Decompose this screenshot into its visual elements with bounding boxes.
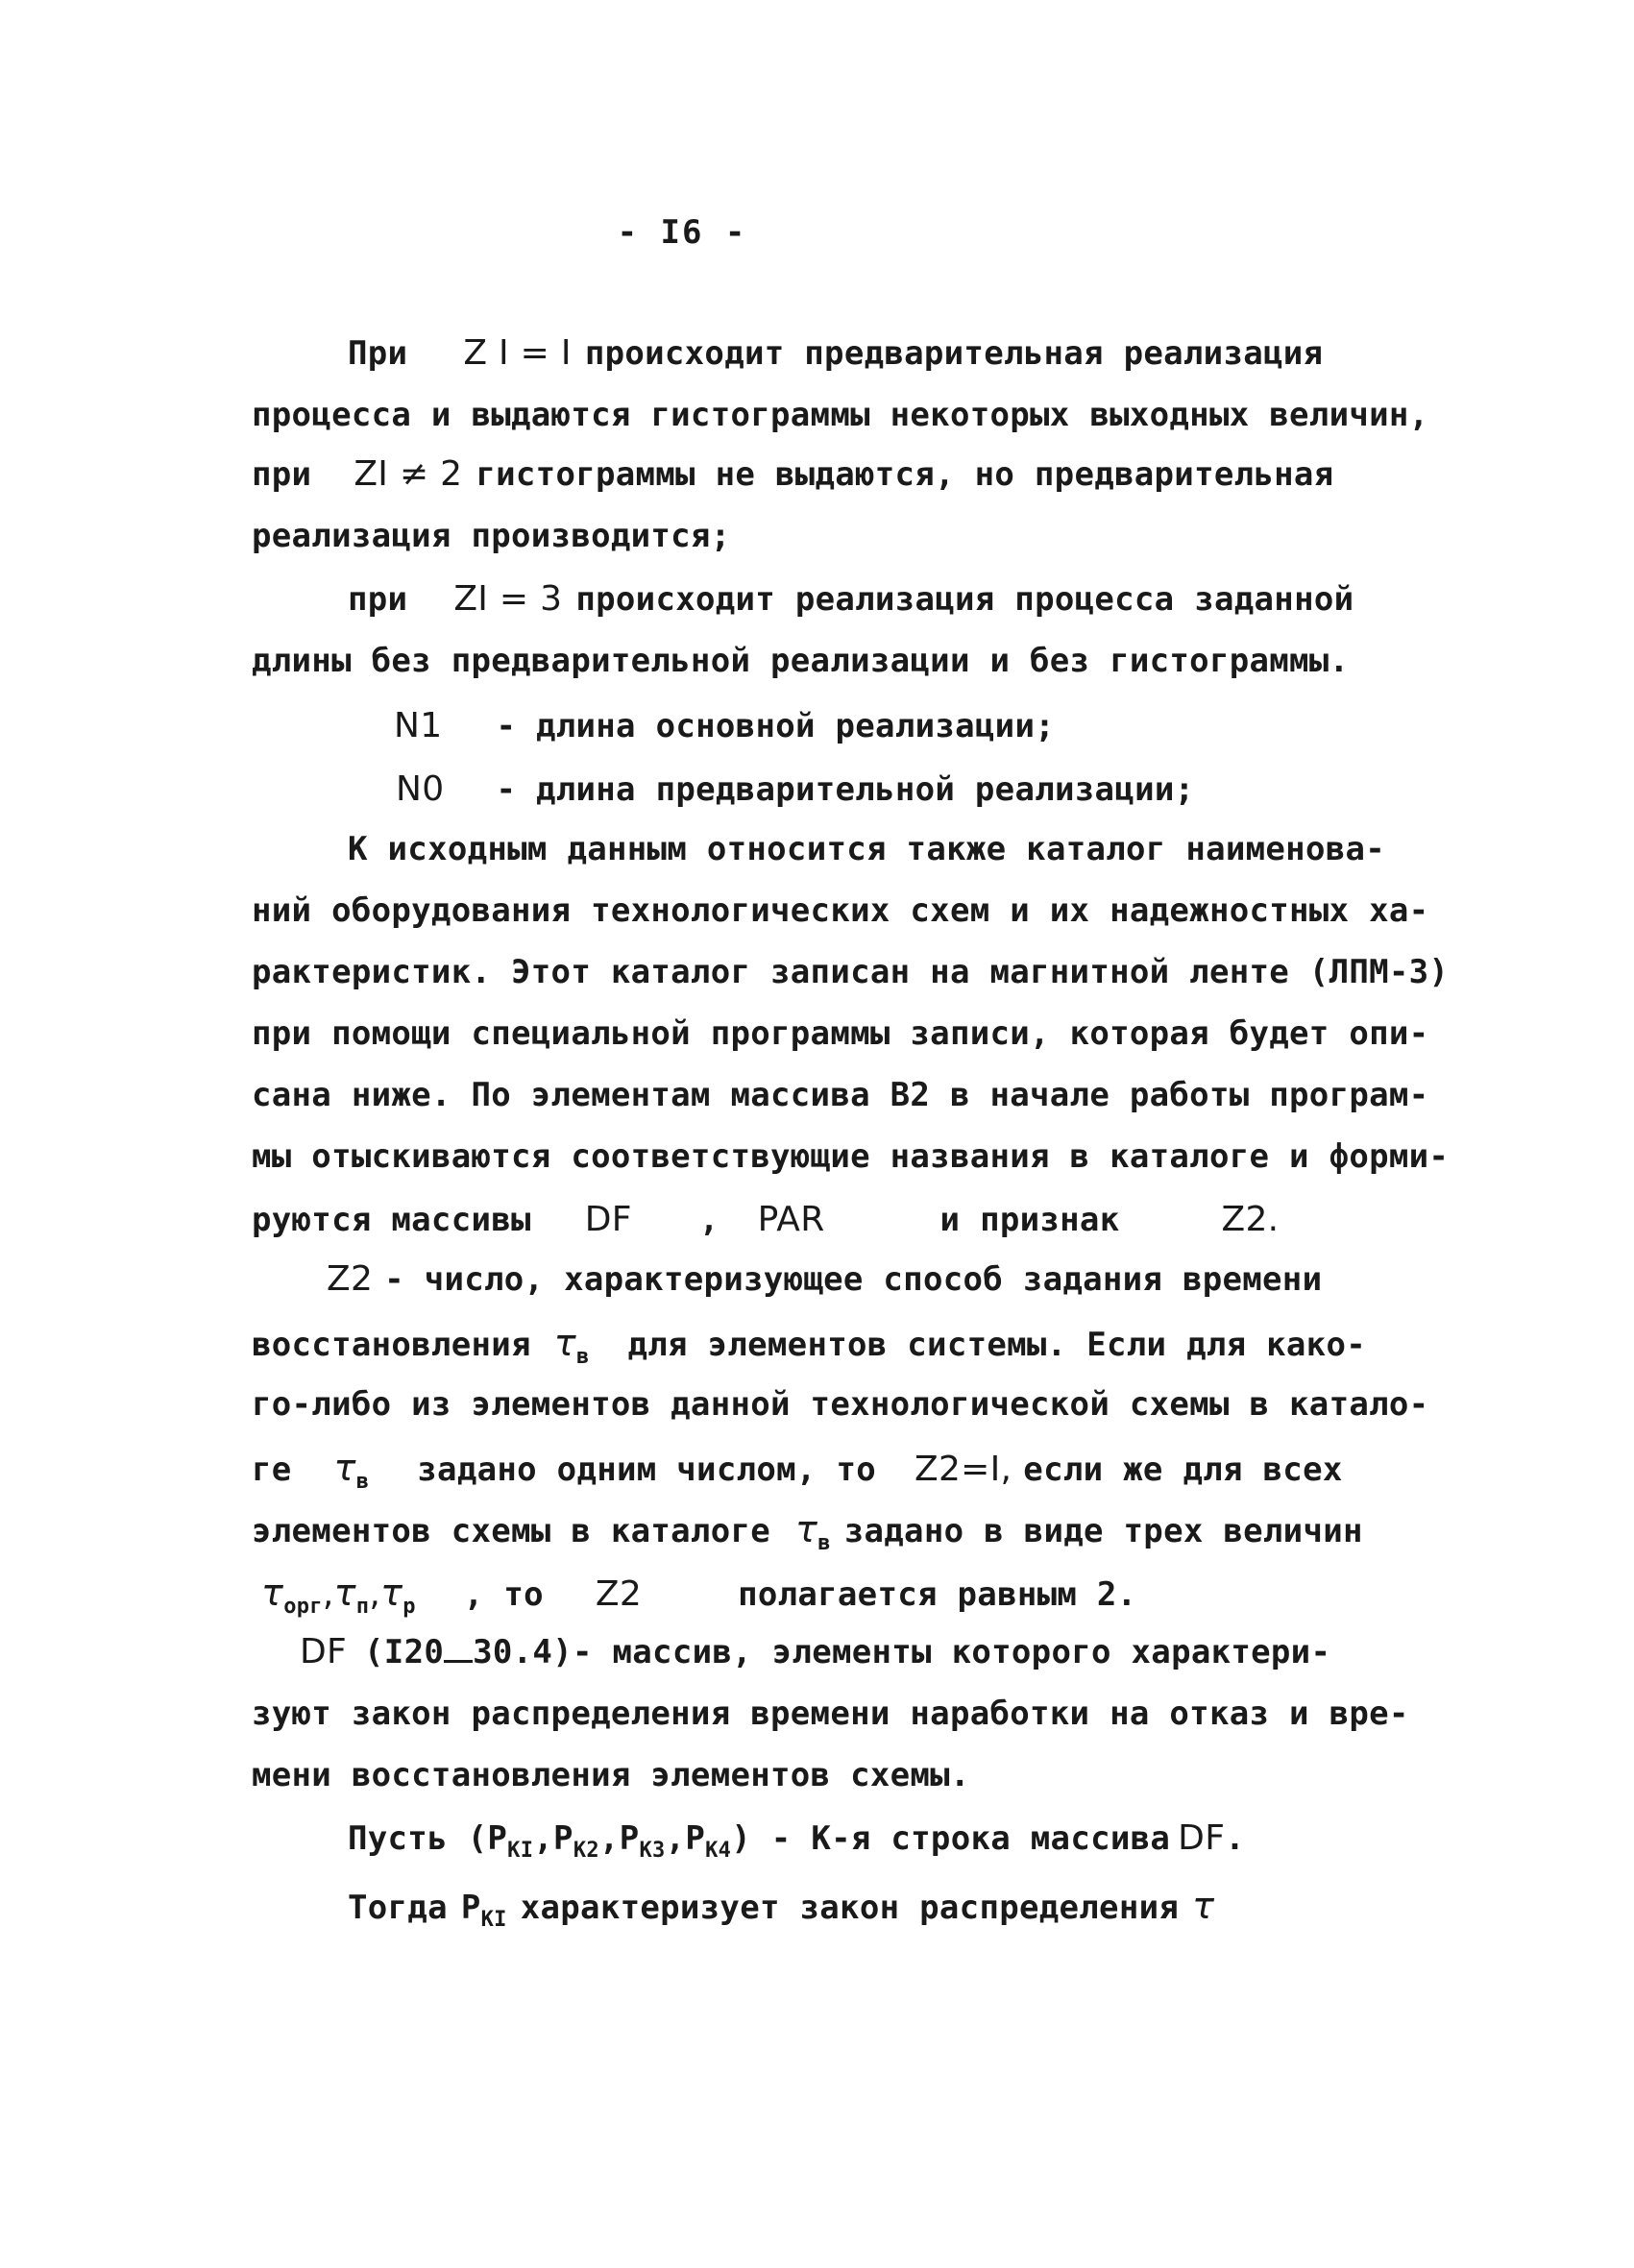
text-fragment: восстановления — [252, 1326, 531, 1364]
text-line-3 — [252, 455, 1333, 494]
text-fragment: ге — [252, 1451, 292, 1489]
text-line-24: мени восстановления элементов схемы. — [252, 1756, 970, 1794]
text-fragment: Пусть ( — [348, 1819, 488, 1858]
text-line-16 — [327, 1260, 1322, 1299]
text-fragment: - длина предварительной реализации; — [496, 770, 1195, 809]
text-line-20 — [252, 1508, 1363, 1555]
tau-symbol: τ — [1192, 1885, 1215, 1927]
subscript: п — [355, 1595, 370, 1619]
text-fragment: характеризует закон распределения — [520, 1889, 1180, 1927]
text-fragment: элементов схемы в каталоге — [252, 1512, 771, 1550]
text-fragment: При — [348, 334, 408, 373]
subscript: в — [575, 1345, 590, 1369]
text-fragment: полагается равным 2. — [738, 1575, 1137, 1614]
tau-symbol: τ — [333, 1447, 356, 1489]
text-fragment: происходит реализация процесса заданной — [575, 580, 1354, 619]
handwritten-variable: DF — [584, 1200, 632, 1239]
text-fragment: , — [665, 1819, 686, 1858]
text-line-18: го-либо из элементов данной технологической схемы в катало- — [252, 1385, 1429, 1424]
subscript: орг — [283, 1595, 323, 1619]
text-fragment: , — [533, 1819, 554, 1858]
text-fragment: ) - К-я строка массива — [731, 1819, 1171, 1858]
text-fragment: при — [252, 455, 312, 494]
tau-symbol: τ — [553, 1322, 576, 1364]
text-line-9: К исходным данным относится также каталог наименова- — [348, 830, 1386, 868]
text-fragment: гистограммы не выдаются, но предварительная — [476, 455, 1334, 494]
subscript: KI — [480, 1908, 507, 1932]
text-line-21 — [261, 1572, 1137, 1619]
tau-symbol: τ — [333, 1572, 356, 1614]
text-line-7 — [394, 707, 1055, 745]
subscript: K2 — [573, 1839, 599, 1863]
text-fragment: при — [348, 580, 408, 619]
handwritten-variable: DF — [1178, 1818, 1226, 1858]
text-fragment: , — [369, 1574, 381, 1614]
text-fragment: руются массивы — [252, 1201, 531, 1239]
text-line-17 — [252, 1322, 1366, 1369]
page-number: - I6 - — [617, 213, 747, 252]
text-fragment: , — [322, 1574, 334, 1614]
handwritten-variable: DF — [300, 1632, 348, 1671]
underscore-gap — [444, 1654, 473, 1663]
text-line-2: процесса и выдаются гистограммы некоторых выходных величин, — [252, 396, 1429, 434]
handwritten-variable: PAR — [757, 1200, 825, 1239]
handwritten-variable: Z2=I, — [915, 1450, 1012, 1489]
text-fragment: , — [698, 1201, 719, 1239]
text-line-23: зуют закон распределения времени наработки на отказ и вре- — [252, 1695, 1409, 1733]
subscript: KI — [507, 1839, 534, 1863]
text-line-1 — [348, 334, 1323, 373]
handwritten-variable: Z2 — [327, 1259, 374, 1299]
text-fragment: для элементов системы. Если для како- — [627, 1326, 1366, 1364]
subscript: р — [402, 1595, 416, 1619]
tau-symbol: τ — [380, 1572, 403, 1614]
text-fragment: , то — [463, 1575, 544, 1614]
text-fragment: , — [598, 1819, 620, 1858]
handwritten-variable: Z2 — [595, 1574, 643, 1614]
subscript: в — [817, 1531, 831, 1555]
text-fragment: если же для всех — [1023, 1451, 1343, 1489]
tau-symbol: τ — [795, 1508, 818, 1550]
text-fragment: происходит предварительная реализация — [584, 334, 1324, 373]
text-line-25 — [348, 1818, 1245, 1863]
text-line-5 — [348, 580, 1354, 619]
text-line-11: рактеристик. Этот каталог записан на магнитной ленте (ЛПМ-3) — [252, 953, 1450, 991]
text-line-14: мы отыскиваются соответствующие названия в каталоге и форми- — [252, 1137, 1450, 1176]
handwritten-variable: ZI ≠ 2 — [354, 454, 463, 494]
text-line-13: сана ниже. По элементам массива В2 в начале работы програм- — [252, 1076, 1429, 1114]
subscript: K4 — [705, 1839, 732, 1863]
text-fragment: - число, характеризующее способ задания времени — [384, 1260, 1323, 1299]
text-line-12: при помощи специальной программы записи, которая будет опи- — [252, 1014, 1429, 1053]
text-fragment: P — [460, 1889, 481, 1927]
text-fragment: P — [487, 1819, 508, 1858]
text-fragment: P — [619, 1819, 640, 1858]
text-fragment: . — [1225, 1819, 1245, 1858]
text-line-6: длины без предварительной реализации и без гистограммы. — [252, 642, 1350, 680]
handwritten-variable: N0 — [396, 769, 445, 809]
text-fragment: P — [685, 1819, 706, 1858]
text-fragment: задано в виде трех величин — [843, 1512, 1363, 1550]
text-fragment: Тогда — [348, 1889, 448, 1927]
tau-symbol: τ — [261, 1572, 284, 1614]
text-fragment: - длина основной реализации; — [496, 707, 1055, 745]
handwritten-variable: N1 — [394, 706, 443, 745]
text-fragment: задано одним числом, то — [417, 1451, 876, 1489]
subscript: K3 — [639, 1839, 666, 1863]
text-line-4: реализация производится; — [252, 517, 731, 555]
handwritten-variable: Z2. — [1221, 1200, 1280, 1239]
text-fragment: 30.4)- массив, элементы которого характери- — [473, 1633, 1331, 1671]
text-fragment: (I20 — [364, 1633, 445, 1671]
text-line-19 — [252, 1447, 1343, 1494]
text-fragment: и признак — [939, 1201, 1120, 1239]
handwritten-variable: ZI = 3 — [453, 579, 563, 619]
handwritten-variable: Z I = I — [463, 333, 572, 373]
text-line-10: ний оборудования технологических схем и их надежностных ха- — [252, 891, 1429, 930]
text-line-26 — [348, 1885, 1215, 1932]
text-line-15 — [252, 1201, 1279, 1239]
text-line-22 — [300, 1633, 1330, 1671]
subscript: в — [355, 1470, 370, 1494]
text-line-8 — [396, 770, 1194, 809]
text-fragment: P — [553, 1819, 573, 1858]
